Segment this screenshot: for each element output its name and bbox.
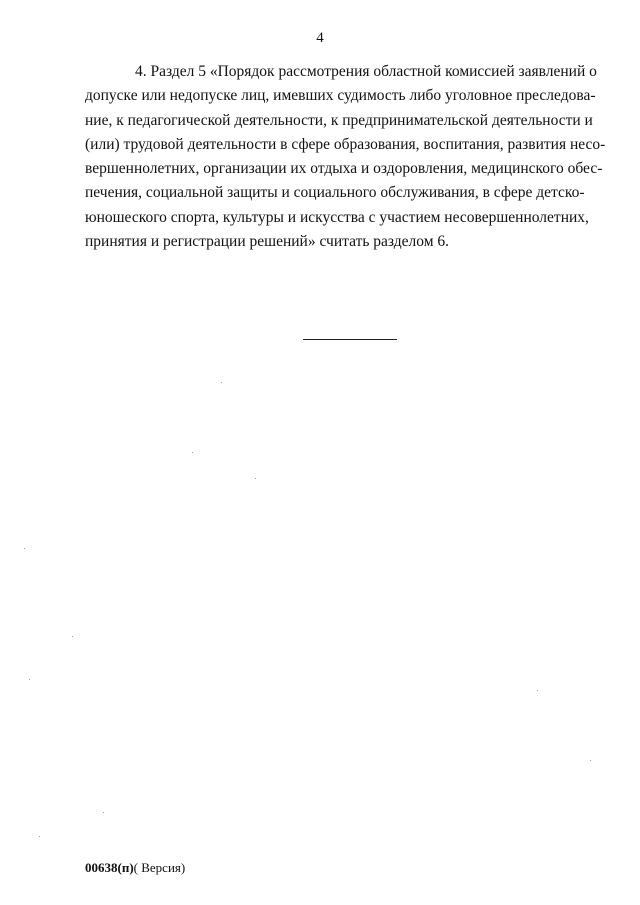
scan-speck [24,548,25,549]
text-line: допуске или недопуске лиц, имевших судимость либо уголовное преследова- [85,87,596,105]
scan-speck [537,690,538,691]
scan-speck [590,760,591,761]
text-line: (или) трудовой деятельности в сфере образования, воспитания, развития несо- [85,135,606,153]
text-line: ние, к педагогической деятельности, к предпринимательской деятельности и [85,111,593,129]
paragraph-amendment-4 [85,60,606,254]
text-line: 4. Раздел 5 «Порядок рассмотрения областной комиссией заявлений о [135,63,597,80]
scan-speck [255,478,256,479]
scan-speck [72,636,73,637]
scan-speck [39,836,40,837]
separator-line [303,339,397,340]
document-code-version: ( Версия) [133,860,186,875]
document-code-number: 00638(п) [85,860,134,875]
text-line: юношеского спорта, культуры и искусства с участием несовершеннолетних, [85,208,589,226]
document-code [85,860,185,876]
scan-speck [103,812,104,813]
page-number: 4 [316,30,324,46]
scan-speck [29,679,30,680]
scan-speck [221,382,222,383]
text-line: вершеннолетних, организации их отдыха и оздоровления, медицинского обес- [85,160,603,178]
text-line: принятия и регистрации решений» считать разделом 6. [85,233,450,251]
scan-speck [192,452,193,453]
text-line: печения, социальной защиты и социального обслуживания, в сфере детско- [85,184,585,202]
